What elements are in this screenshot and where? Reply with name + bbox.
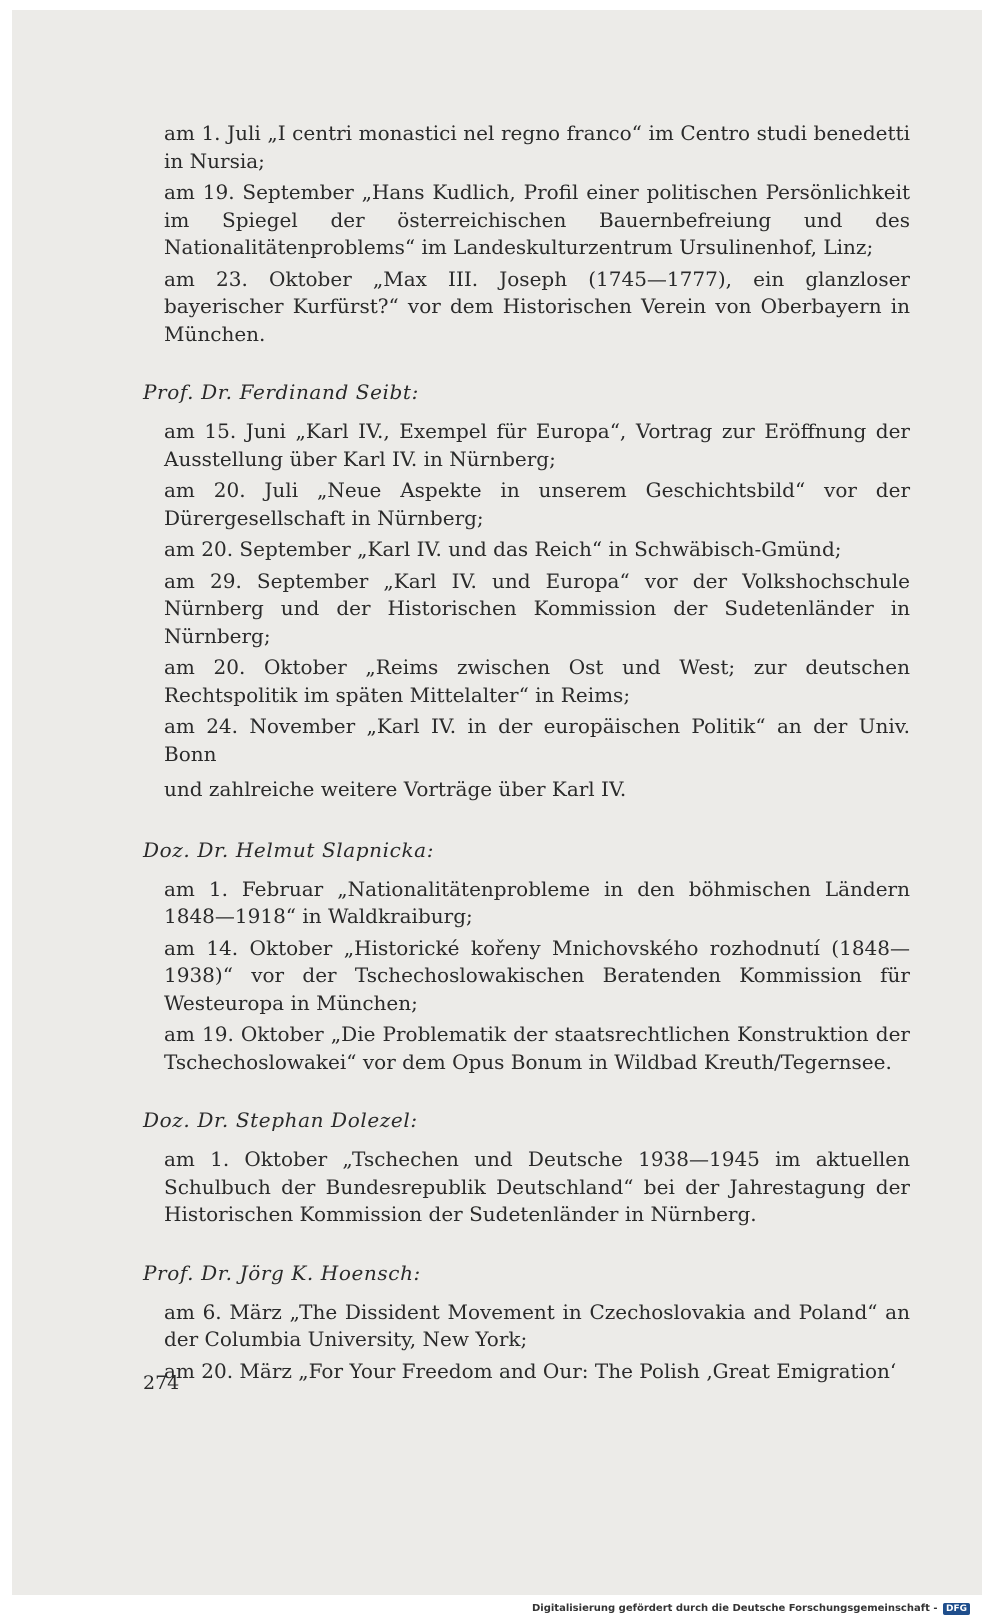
lecture-entry: am 6. März „The Dissident Movement in Czechoslovakia and Poland“ an der Columbia University, New York; xyxy=(164,1299,910,1351)
section-heading: Prof. Dr. Jörg K. Hoensch: xyxy=(143,1260,421,1285)
lecture-entry: am 23. Oktober „Max III. Joseph (1745—1777), ein glanzloser bayerischer Kurfürst?“ vor dem Historischen Verein von Oberbayern in München. xyxy=(164,266,910,346)
lecture-entry: am 1. Oktober „Tschechen und Deutsche 1938—1945 im aktuellen Schulbuch der Bundesrepublik Deutschland“ bei der Jahrestagung der Historischen Kommission der Sudetenländer in Nürnberg. xyxy=(164,1147,910,1226)
digitization-footer xyxy=(532,1603,970,1615)
document-page xyxy=(12,10,982,1595)
section-heading: Prof. Dr. Ferdinand Seibt: xyxy=(143,380,419,404)
lecture-entry: und zahlreiche weitere Vorträge über Karl IV. xyxy=(164,777,627,801)
page-number: 274 xyxy=(143,1372,180,1394)
lecture-entry: am 1. Februar „Nationalitätenprobleme in den böhmischen Ländern 1848—1918“ in Waldkraiburg; xyxy=(164,876,910,928)
lecture-entry: am 20. Juli „Neue Aspekte in unserem Geschichtsbild“ vor der Dürergesellschaft in Nürnberg; xyxy=(164,478,910,530)
lecture-section xyxy=(12,378,982,804)
lecture-entry: am 20. Oktober „Reims zwischen Ost und West; zur deutschen Rechtspolitik im späten Mittelalter“ in Reims; xyxy=(164,655,910,707)
lecture-entry: am 19. September „Hans Kudlich, Profil einer politischen Persönlichkeit im Spiegel der österreichischen Bauernbefreiung und des Nationalitätenproblems“ im Landeskulturzentrum Ursulinenhof, Linz; xyxy=(164,180,910,259)
lecture-entry: am 20. März „For Your Freedom and Our: The Polish ‚Great Emigration‘ xyxy=(164,1358,897,1383)
lecture-entry: am 24. November „Karl IV. in der europäischen Politik“ an der Univ. Bonn xyxy=(164,714,910,766)
page-content xyxy=(12,120,982,1385)
lecture-entry: am 1. Juli „I centri monastici nel regno franco“ im Centro studi benedetti in Nursia; xyxy=(164,121,910,173)
footer-text: Digitalisierung gefördert durch die Deutsche Forschungsgemeinschaft - xyxy=(531,1603,938,1614)
lecture-entry: am 14. Oktober „Historické kořeny Mnichovského rozhodnutí (1848—1938)“ vor der Tschechoslowakischen Beratenden Kommission für Westeuropa in München; xyxy=(164,935,910,1015)
lecture-section xyxy=(12,836,982,1077)
lecture-section xyxy=(12,120,982,348)
section-heading: Doz. Dr. Helmut Slapnicka: xyxy=(143,837,435,862)
dfg-logo: DFG xyxy=(943,1603,970,1615)
section-heading: Doz. Dr. Stephan Dolezel: xyxy=(143,1108,418,1132)
lecture-entry: am 20. September „Karl IV. und das Reich“ in Schwäbisch-Gmünd; xyxy=(164,537,842,561)
lecture-entry: am 15. Juni „Karl IV., Exempel für Europa“, Vortrag zur Eröffnung der Ausstellung über Karl IV. in Nürnberg; xyxy=(164,419,910,471)
lecture-section xyxy=(12,1259,982,1386)
lecture-entry: am 29. September „Karl IV. und Europa“ vor der Volkshochschule Nürnberg und der Historischen Kommission der Sudetenländer in Nürnberg; xyxy=(164,568,910,648)
lecture-entry: am 19. Oktober „Die Problematik der staatsrechtlichen Konstruktion der Tschechoslowakei“ vor dem Opus Bonum in Wildbad Kreuth/Tegernsee. xyxy=(164,1022,910,1074)
lecture-section xyxy=(12,1106,982,1229)
